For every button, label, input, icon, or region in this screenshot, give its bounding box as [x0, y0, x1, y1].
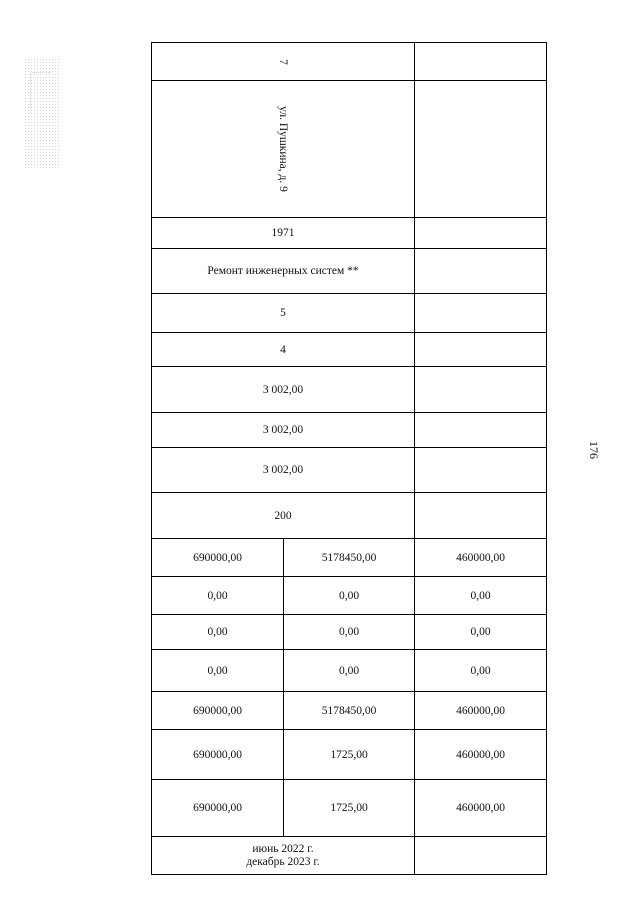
cell-entrances-right — [415, 333, 547, 367]
table-row — [152, 367, 547, 413]
cell-year: 1971 — [152, 218, 415, 249]
table-row — [152, 493, 547, 539]
cell-address-right — [415, 81, 547, 218]
cost-cell: 460000,00 — [415, 730, 547, 780]
cost-cell: 0,00 — [152, 650, 284, 692]
table-row — [152, 448, 547, 493]
cell-floors: 5 — [152, 294, 415, 333]
cell-area-owned: 3 002,00 — [152, 448, 415, 493]
table-row — [152, 81, 547, 218]
cost-cell: 5178450,00 — [284, 692, 415, 730]
cell-area-total: 3 002,00 — [152, 367, 415, 413]
cost-cell: 0,00 — [152, 577, 284, 615]
cost-cell: 0,00 — [415, 650, 547, 692]
table-row — [152, 294, 547, 333]
table-row — [152, 730, 547, 780]
table-row — [152, 577, 547, 615]
cost-cell: 690000,00 — [152, 730, 284, 780]
cell-work-type: Ремонт инженерных систем ** — [152, 249, 415, 294]
cell-address-text: ул. Пушкина, д. 9 — [277, 106, 289, 192]
cost-cell: 0,00 — [284, 577, 415, 615]
table-row — [152, 650, 547, 692]
date-start: июнь 2022 г. — [252, 842, 314, 855]
table-row — [152, 413, 547, 448]
cell-area-owned-right — [415, 448, 547, 493]
cell-residents-right — [415, 493, 547, 539]
cell-year-right — [415, 218, 547, 249]
table-row — [152, 837, 547, 875]
table-row — [152, 692, 547, 730]
cost-cell: 5178450,00 — [284, 539, 415, 577]
table-row — [152, 615, 547, 650]
cell-entrances: 4 — [152, 333, 415, 367]
cell-number-text: 7 — [277, 58, 289, 65]
cost-cell: 460000,00 — [415, 539, 547, 577]
cost-cell: 460000,00 — [415, 692, 547, 730]
cost-cell: 0,00 — [284, 615, 415, 650]
cell-floors-right — [415, 294, 547, 333]
cost-cell: 1725,00 — [284, 730, 415, 780]
table-row — [152, 780, 547, 837]
cost-cell: 690000,00 — [152, 780, 284, 837]
table-row — [152, 43, 547, 81]
cell-work-type-right — [415, 249, 547, 294]
cell-residents: 200 — [152, 493, 415, 539]
cost-cell: 690000,00 — [152, 692, 284, 730]
table-row — [152, 539, 547, 577]
cell-number — [152, 43, 415, 81]
table-row — [152, 249, 547, 294]
cost-cell: 0,00 — [284, 650, 415, 692]
cost-cell: 0,00 — [415, 577, 547, 615]
table-row — [152, 218, 547, 249]
cost-cell: 1725,00 — [284, 780, 415, 837]
cell-area-living-right — [415, 413, 547, 448]
cell-area-living: 3 002,00 — [152, 413, 415, 448]
cell-address — [152, 81, 415, 218]
cell-dates — [152, 837, 415, 875]
page-number: 176 — [587, 441, 601, 459]
table-row — [152, 333, 547, 367]
scan-artifact — [24, 58, 60, 170]
cell-area-total-right — [415, 367, 547, 413]
cell-number-right — [415, 43, 547, 81]
cost-cell: 690000,00 — [152, 539, 284, 577]
cost-cell: 0,00 — [152, 615, 284, 650]
cell-dates-right — [415, 837, 547, 875]
program-table — [151, 42, 547, 875]
cost-cell: 0,00 — [415, 615, 547, 650]
date-end: декабрь 2023 г. — [246, 855, 320, 868]
cost-cell: 460000,00 — [415, 780, 547, 837]
